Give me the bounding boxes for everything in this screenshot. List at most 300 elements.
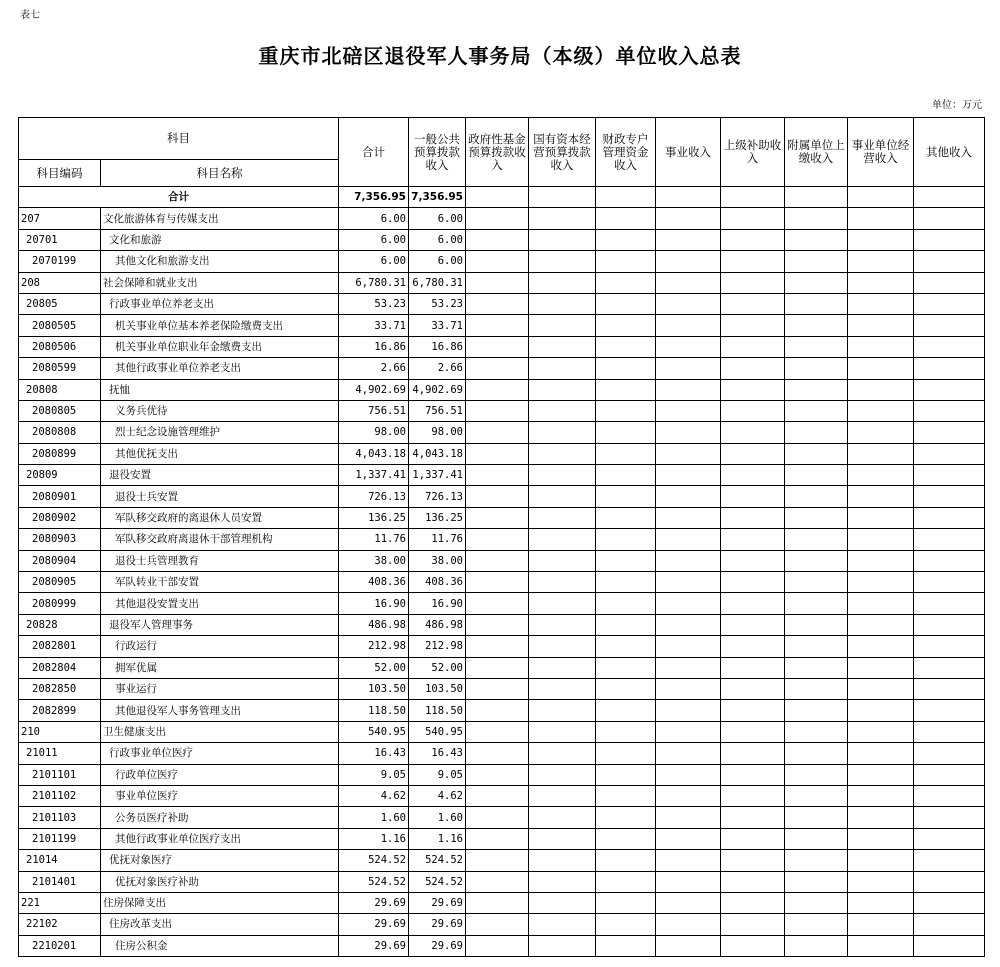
table-row xyxy=(19,529,985,550)
amount-total: 726.13 xyxy=(339,486,409,507)
empty-cell xyxy=(848,657,914,678)
table-row xyxy=(19,507,985,528)
amount-total: 540.95 xyxy=(339,721,409,742)
empty-cell xyxy=(596,293,656,314)
empty-cell xyxy=(721,293,785,314)
amount-general-budget: 1,337.41 xyxy=(409,465,466,486)
empty-cell xyxy=(529,336,596,357)
table-row xyxy=(19,892,985,913)
empty-cell xyxy=(466,807,529,828)
empty-cell xyxy=(466,700,529,721)
empty-cell xyxy=(596,593,656,614)
subject-code: 20828 xyxy=(19,614,101,635)
empty-cell xyxy=(529,721,596,742)
table-row xyxy=(19,785,985,806)
empty-cell xyxy=(785,465,848,486)
empty-cell xyxy=(721,336,785,357)
header-col-other-income: 其他收入 xyxy=(914,118,985,187)
subject-name: 行政事业单位医疗 xyxy=(101,743,339,764)
total-general: 7,356.95 xyxy=(409,187,466,208)
amount-general-budget: 6.00 xyxy=(409,229,466,250)
empty-cell xyxy=(914,892,985,913)
empty-cell xyxy=(721,636,785,657)
subject-code: 2080905 xyxy=(19,572,101,593)
empty-cell xyxy=(466,614,529,635)
subject-name: 住房公积金 xyxy=(101,935,339,956)
subject-code: 2082899 xyxy=(19,700,101,721)
table-row xyxy=(19,272,985,293)
empty-cell xyxy=(466,251,529,272)
empty-cell xyxy=(721,892,785,913)
empty-cell xyxy=(848,721,914,742)
empty-cell xyxy=(466,422,529,443)
empty-cell xyxy=(656,486,721,507)
table-row xyxy=(19,550,985,571)
table-number-tag: 表七 xyxy=(20,10,40,21)
amount-general-budget: 16.43 xyxy=(409,743,466,764)
header-col-state-capital: 国有资本经营预算拨款收入 xyxy=(529,118,596,187)
amount-total: 52.00 xyxy=(339,657,409,678)
empty-cell xyxy=(596,358,656,379)
empty-cell xyxy=(466,358,529,379)
empty-cell xyxy=(596,529,656,550)
empty-cell xyxy=(848,850,914,871)
empty-cell xyxy=(596,892,656,913)
empty-cell xyxy=(466,657,529,678)
subject-code: 2080599 xyxy=(19,358,101,379)
empty-cell xyxy=(656,764,721,785)
empty-cell xyxy=(914,593,985,614)
table-row xyxy=(19,935,985,956)
subject-name: 文化旅游体育与传媒支出 xyxy=(101,208,339,229)
empty-cell xyxy=(785,251,848,272)
empty-cell xyxy=(466,229,529,250)
empty-cell xyxy=(656,850,721,871)
amount-total: 11.76 xyxy=(339,529,409,550)
empty-cell xyxy=(596,678,656,699)
empty-cell xyxy=(656,828,721,849)
empty-cell xyxy=(785,678,848,699)
empty-cell xyxy=(656,572,721,593)
empty-cell xyxy=(721,807,785,828)
empty-cell xyxy=(785,315,848,336)
amount-general-budget: 6.00 xyxy=(409,208,466,229)
empty-cell xyxy=(914,358,985,379)
empty-cell xyxy=(848,678,914,699)
empty-cell xyxy=(596,229,656,250)
empty-cell xyxy=(785,529,848,550)
empty-cell xyxy=(466,465,529,486)
empty-cell xyxy=(529,785,596,806)
amount-general-budget: 33.71 xyxy=(409,315,466,336)
amount-general-budget: 136.25 xyxy=(409,507,466,528)
empty-cell xyxy=(785,892,848,913)
empty-cell xyxy=(529,422,596,443)
amount-total: 1,337.41 xyxy=(339,465,409,486)
subject-name: 公务员医疗补助 xyxy=(101,807,339,828)
subject-code: 2082804 xyxy=(19,657,101,678)
subject-name: 事业运行 xyxy=(101,678,339,699)
empty-cell xyxy=(596,465,656,486)
empty-cell xyxy=(466,272,529,293)
empty-cell xyxy=(656,229,721,250)
empty-cell xyxy=(529,465,596,486)
empty-cell xyxy=(656,336,721,357)
empty-cell xyxy=(914,379,985,400)
empty-cell xyxy=(914,443,985,464)
amount-general-budget: 53.23 xyxy=(409,293,466,314)
empty-cell xyxy=(529,229,596,250)
empty-cell xyxy=(529,914,596,935)
empty-cell xyxy=(529,743,596,764)
empty-cell xyxy=(596,935,656,956)
empty-cell xyxy=(848,400,914,421)
amount-total: 524.52 xyxy=(339,850,409,871)
empty-cell xyxy=(721,507,785,528)
subject-name: 住房改革支出 xyxy=(101,914,339,935)
amount-total: 6.00 xyxy=(339,251,409,272)
empty-cell xyxy=(914,850,985,871)
empty-cell xyxy=(721,443,785,464)
empty-cell xyxy=(466,486,529,507)
table-row xyxy=(19,358,985,379)
empty-cell xyxy=(466,764,529,785)
empty-cell xyxy=(721,379,785,400)
amount-total: 6,780.31 xyxy=(339,272,409,293)
empty-cell xyxy=(914,465,985,486)
empty-cell xyxy=(848,293,914,314)
empty-cell xyxy=(529,272,596,293)
empty-cell xyxy=(529,251,596,272)
empty-cell xyxy=(466,871,529,892)
empty-cell xyxy=(785,743,848,764)
amount-general-budget: 524.52 xyxy=(409,871,466,892)
empty-cell xyxy=(656,914,721,935)
amount-total: 29.69 xyxy=(339,914,409,935)
subject-code: 2101101 xyxy=(19,764,101,785)
amount-total: 2.66 xyxy=(339,358,409,379)
empty-cell xyxy=(596,700,656,721)
empty-cell xyxy=(721,400,785,421)
amount-general-budget: 9.05 xyxy=(409,764,466,785)
empty-cell xyxy=(848,764,914,785)
amount-total: 118.50 xyxy=(339,700,409,721)
empty-cell xyxy=(914,828,985,849)
subject-code: 208 xyxy=(19,272,101,293)
subject-code: 2080901 xyxy=(19,486,101,507)
subject-code: 20701 xyxy=(19,229,101,250)
empty-cell xyxy=(914,400,985,421)
empty-cell xyxy=(529,657,596,678)
subject-code: 21011 xyxy=(19,743,101,764)
empty-cell xyxy=(656,743,721,764)
subject-code: 20805 xyxy=(19,293,101,314)
empty-cell xyxy=(914,422,985,443)
empty-cell xyxy=(721,272,785,293)
empty-cell xyxy=(596,400,656,421)
table-row xyxy=(19,828,985,849)
empty-cell xyxy=(721,871,785,892)
table-row xyxy=(19,572,985,593)
amount-total: 16.90 xyxy=(339,593,409,614)
amount-general-budget: 2.66 xyxy=(409,358,466,379)
empty-cell xyxy=(596,764,656,785)
empty-cell xyxy=(656,422,721,443)
empty-cell xyxy=(914,486,985,507)
empty-cell xyxy=(656,187,721,208)
empty-cell xyxy=(721,529,785,550)
empty-cell xyxy=(914,721,985,742)
empty-cell xyxy=(466,293,529,314)
empty-cell xyxy=(529,807,596,828)
empty-cell xyxy=(721,850,785,871)
header-subject: 科目 xyxy=(19,118,339,160)
subject-code: 2101103 xyxy=(19,807,101,828)
empty-cell xyxy=(721,614,785,635)
empty-cell xyxy=(466,721,529,742)
empty-cell xyxy=(529,208,596,229)
empty-cell xyxy=(848,379,914,400)
empty-cell xyxy=(656,871,721,892)
empty-cell xyxy=(848,336,914,357)
amount-general-budget: 52.00 xyxy=(409,657,466,678)
empty-cell xyxy=(785,208,848,229)
empty-cell xyxy=(785,721,848,742)
empty-cell xyxy=(656,636,721,657)
empty-cell xyxy=(466,572,529,593)
empty-cell xyxy=(848,550,914,571)
empty-cell xyxy=(914,251,985,272)
empty-cell xyxy=(848,785,914,806)
subject-code: 21014 xyxy=(19,850,101,871)
amount-total: 486.98 xyxy=(339,614,409,635)
subject-name: 拥军优属 xyxy=(101,657,339,678)
subject-name: 其他文化和旅游支出 xyxy=(101,251,339,272)
empty-cell xyxy=(914,614,985,635)
empty-cell xyxy=(466,850,529,871)
empty-cell xyxy=(529,614,596,635)
empty-cell xyxy=(466,593,529,614)
empty-cell xyxy=(466,379,529,400)
empty-cell xyxy=(721,550,785,571)
table-row xyxy=(19,315,985,336)
empty-cell xyxy=(596,614,656,635)
empty-cell xyxy=(721,251,785,272)
empty-cell xyxy=(785,443,848,464)
empty-cell xyxy=(656,443,721,464)
empty-cell xyxy=(785,807,848,828)
subject-name: 行政运行 xyxy=(101,636,339,657)
empty-cell xyxy=(656,935,721,956)
empty-cell xyxy=(785,422,848,443)
amount-total: 212.98 xyxy=(339,636,409,657)
empty-cell xyxy=(656,208,721,229)
subject-code: 207 xyxy=(19,208,101,229)
amount-general-budget: 408.36 xyxy=(409,572,466,593)
amount-total: 408.36 xyxy=(339,572,409,593)
empty-cell xyxy=(466,743,529,764)
empty-cell xyxy=(466,336,529,357)
empty-cell xyxy=(721,828,785,849)
empty-cell xyxy=(848,272,914,293)
empty-cell xyxy=(848,593,914,614)
empty-cell xyxy=(529,379,596,400)
amount-total: 33.71 xyxy=(339,315,409,336)
empty-cell xyxy=(848,572,914,593)
table-row xyxy=(19,721,985,742)
empty-cell xyxy=(785,272,848,293)
empty-cell xyxy=(785,229,848,250)
empty-cell xyxy=(529,678,596,699)
empty-cell xyxy=(848,229,914,250)
amount-total: 16.86 xyxy=(339,336,409,357)
amount-total: 29.69 xyxy=(339,892,409,913)
empty-cell xyxy=(466,935,529,956)
header-col-business-income: 事业收入 xyxy=(656,118,721,187)
empty-cell xyxy=(914,187,985,208)
amount-total: 1.60 xyxy=(339,807,409,828)
amount-general-budget: 16.90 xyxy=(409,593,466,614)
empty-cell xyxy=(848,358,914,379)
empty-cell xyxy=(596,422,656,443)
amount-total: 136.25 xyxy=(339,507,409,528)
empty-cell xyxy=(596,572,656,593)
amount-general-budget: 103.50 xyxy=(409,678,466,699)
empty-cell xyxy=(529,486,596,507)
empty-cell xyxy=(466,507,529,528)
empty-cell xyxy=(596,336,656,357)
empty-cell xyxy=(596,785,656,806)
empty-cell xyxy=(466,914,529,935)
empty-cell xyxy=(721,785,785,806)
amount-total: 4,043.18 xyxy=(339,443,409,464)
subject-code: 2101102 xyxy=(19,785,101,806)
empty-cell xyxy=(721,465,785,486)
empty-cell xyxy=(656,358,721,379)
empty-cell xyxy=(466,550,529,571)
amount-general-budget: 212.98 xyxy=(409,636,466,657)
empty-cell xyxy=(656,721,721,742)
subject-name: 抚恤 xyxy=(101,379,339,400)
empty-cell xyxy=(848,700,914,721)
empty-cell xyxy=(848,187,914,208)
total-row xyxy=(19,187,985,208)
subject-code: 2080899 xyxy=(19,443,101,464)
empty-cell xyxy=(721,486,785,507)
subject-name: 其他行政事业单位养老支出 xyxy=(101,358,339,379)
subject-name: 社会保障和就业支出 xyxy=(101,272,339,293)
subject-name: 优抚对象医疗补助 xyxy=(101,871,339,892)
table-row xyxy=(19,700,985,721)
subject-code: 20808 xyxy=(19,379,101,400)
empty-cell xyxy=(914,550,985,571)
table-row xyxy=(19,807,985,828)
empty-cell xyxy=(721,657,785,678)
empty-cell xyxy=(466,892,529,913)
amount-general-budget: 4,902.69 xyxy=(409,379,466,400)
empty-cell xyxy=(785,400,848,421)
empty-cell xyxy=(529,828,596,849)
subject-name: 行政事业单位养老支出 xyxy=(101,293,339,314)
amount-total: 756.51 xyxy=(339,400,409,421)
empty-cell xyxy=(785,871,848,892)
empty-cell xyxy=(785,764,848,785)
subject-code: 2080903 xyxy=(19,529,101,550)
amount-general-budget: 4.62 xyxy=(409,785,466,806)
amount-general-budget: 98.00 xyxy=(409,422,466,443)
empty-cell xyxy=(721,764,785,785)
amount-general-budget: 4,043.18 xyxy=(409,443,466,464)
empty-cell xyxy=(914,529,985,550)
empty-cell xyxy=(529,293,596,314)
empty-cell xyxy=(656,379,721,400)
table-row xyxy=(19,678,985,699)
empty-cell xyxy=(785,486,848,507)
empty-cell xyxy=(596,850,656,871)
empty-cell xyxy=(596,379,656,400)
table-row xyxy=(19,850,985,871)
empty-cell xyxy=(914,272,985,293)
table-row xyxy=(19,593,985,614)
empty-cell xyxy=(529,572,596,593)
header-col-operating-income: 事业单位经营收入 xyxy=(848,118,914,187)
empty-cell xyxy=(596,743,656,764)
subject-name: 优抚对象医疗 xyxy=(101,850,339,871)
empty-cell xyxy=(848,871,914,892)
empty-cell xyxy=(785,657,848,678)
empty-cell xyxy=(848,251,914,272)
empty-cell xyxy=(529,935,596,956)
subject-code: 2082850 xyxy=(19,678,101,699)
table-row xyxy=(19,486,985,507)
table-row xyxy=(19,251,985,272)
empty-cell xyxy=(721,678,785,699)
empty-cell xyxy=(785,785,848,806)
empty-cell xyxy=(914,871,985,892)
empty-cell xyxy=(529,892,596,913)
amount-total: 9.05 xyxy=(339,764,409,785)
empty-cell xyxy=(785,700,848,721)
empty-cell xyxy=(914,700,985,721)
empty-cell xyxy=(529,871,596,892)
subject-code: 2101199 xyxy=(19,828,101,849)
amount-general-budget: 524.52 xyxy=(409,850,466,871)
empty-cell xyxy=(596,208,656,229)
empty-cell xyxy=(466,443,529,464)
empty-cell xyxy=(466,529,529,550)
amount-general-budget: 1.16 xyxy=(409,828,466,849)
empty-cell xyxy=(785,636,848,657)
empty-cell xyxy=(914,229,985,250)
table-row xyxy=(19,614,985,635)
amount-general-budget: 6.00 xyxy=(409,251,466,272)
header-col-total: 合计 xyxy=(339,118,409,187)
subject-name: 事业单位医疗 xyxy=(101,785,339,806)
empty-cell xyxy=(848,935,914,956)
empty-cell xyxy=(848,914,914,935)
amount-total: 4.62 xyxy=(339,785,409,806)
table-row xyxy=(19,379,985,400)
empty-cell xyxy=(656,678,721,699)
subject-name: 机关事业单位基本养老保险缴费支出 xyxy=(101,315,339,336)
subject-name: 机关事业单位职业年金缴费支出 xyxy=(101,336,339,357)
subject-name: 文化和旅游 xyxy=(101,229,339,250)
empty-cell xyxy=(596,550,656,571)
empty-cell xyxy=(848,807,914,828)
empty-cell xyxy=(848,828,914,849)
empty-cell xyxy=(466,678,529,699)
table-row xyxy=(19,208,985,229)
